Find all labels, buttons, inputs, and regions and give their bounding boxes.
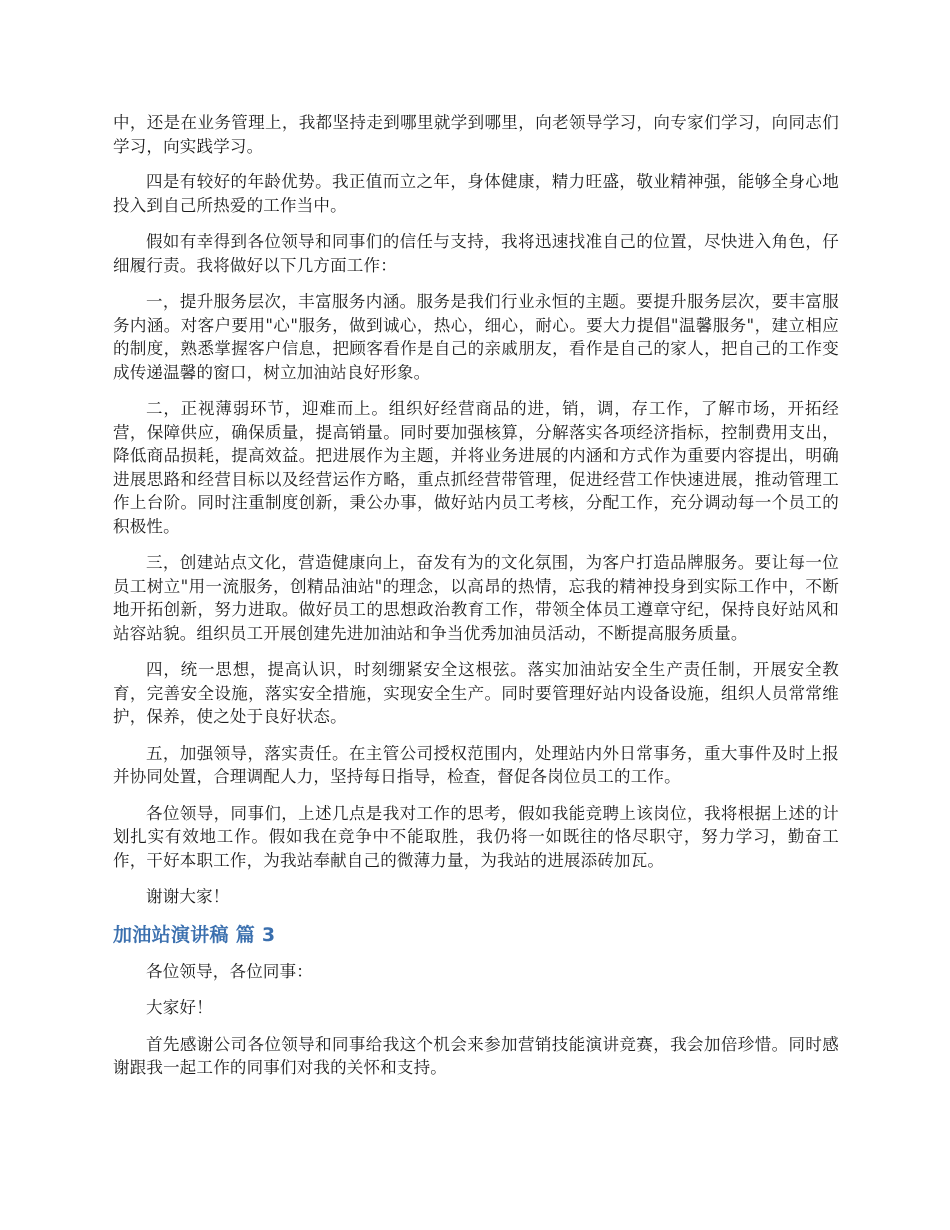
document-body bbox=[113, 111, 839, 1093]
paragraph: 假如有幸得到各位领导和同事们的信任与支持，我将迅速找准自己的位置，尽快进入角色，仔细履行责。我将做好以下几方面工作： bbox=[113, 232, 839, 275]
paragraph: 大家好！ bbox=[146, 998, 213, 1017]
paragraph: 中，还是在业务管理上，我都坚持走到哪里就学到哪里，向老领导学习，向专家们学习，向同志们学习，向实践学习。 bbox=[113, 113, 839, 156]
paragraph: 五，加强领导，落实责任。在主管公司授权范围内，处理站内外日常事务，重大事件及时上报并协同处置，合理调配人力，坚持每日指导，检查，督促各岗位员工的工作。 bbox=[113, 743, 839, 786]
paragraph: 各位领导，同事们，上述几点是我对工作的思考，假如我能竞聘上该岗位，我将根据上述的计划扎实有效地工作。假如我在竞争中不能取胜，我仍将一如既往的恪尽职守，努力学习，勤奋工作，干好本职工作，为我站奉献自己的微薄力量，为我站的进展添砖加瓦。 bbox=[113, 803, 839, 870]
paragraph: 首先感谢公司各位领导和同事给我这个机会来参加营销技能演讲竞赛，我会加倍珍惜。同时感谢跟我一起工作的同事们对我的关怀和支持。 bbox=[113, 1034, 839, 1077]
paragraph: 二，正视薄弱环节，迎难而上。组织好经营商品的进，销，调，存工作，了解市场，开拓经营，保障供应，确保质量，提高销量。同时要加强核算，分解落实各项经济指标，控制费用支出，降低商品损耗，提高效益。把进展作为主题，并将业务进展的内涵和方式作为重要内容提出，明确进展思路和经营目标以及经营运作方略，重点抓经营带管理，促进经营工作快速进展，推动管理工作上台阶。同时注重制度创新，秉公办事，做好站内员工考核，分配工作，充分调动每一个员工的积极性。 bbox=[113, 399, 839, 536]
paragraph: 三，创建站点文化，营造健康向上，奋发有为的文化氛围，为客户打造品牌服务。要让每一位员工树立"用一流服务，创精品油站"的理念，以高昂的热情，忘我的精神投身到实际工作中，不断地开拓创新，努力进取。做好员工的思想政治教育工作，带领全体员工遵章守纪，保持良好站风和站容站貌。组织员工开展创建先进加油站和争当优秀加油员活动，不断提高服务质量。 bbox=[113, 553, 839, 643]
paragraph: 四是有较好的年龄优势。我正值而立之年，身体健康，精力旺盛，敬业精神强，能够全身心地投入到自己所热爱的工作当中。 bbox=[113, 172, 839, 215]
paragraph: 谢谢大家！ bbox=[146, 887, 230, 906]
paragraph: 各位领导，各位同事： bbox=[146, 961, 313, 981]
paragraph: 四，统一思想，提高认识，时刻绷紧安全这根弦。落实加油站安全生产责任制，开展安全教育，完善安全设施，落实安全措施，实现安全生产。同时要管理好站内设备设施，组织人员常常维护，保养，使之处于良好状态。 bbox=[113, 660, 839, 726]
section-heading: 加油站演讲稿 篇 3 bbox=[113, 923, 276, 946]
paragraph: 一，提升服务层次，丰富服务内涵。服务是我们行业永恒的主题。要提升服务层次，要丰富服务内涵。对客户要用"心"服务，做到诚心，热心，细心，耐心。要大力提倡"温馨服务"，建立相应的制度，熟悉掌握客户信息，把顾客看作是自己的亲戚朋友，看作是自己的家人，把自己的工作变成传递温馨的窗口，树立加油站良好形象。 bbox=[113, 292, 839, 382]
